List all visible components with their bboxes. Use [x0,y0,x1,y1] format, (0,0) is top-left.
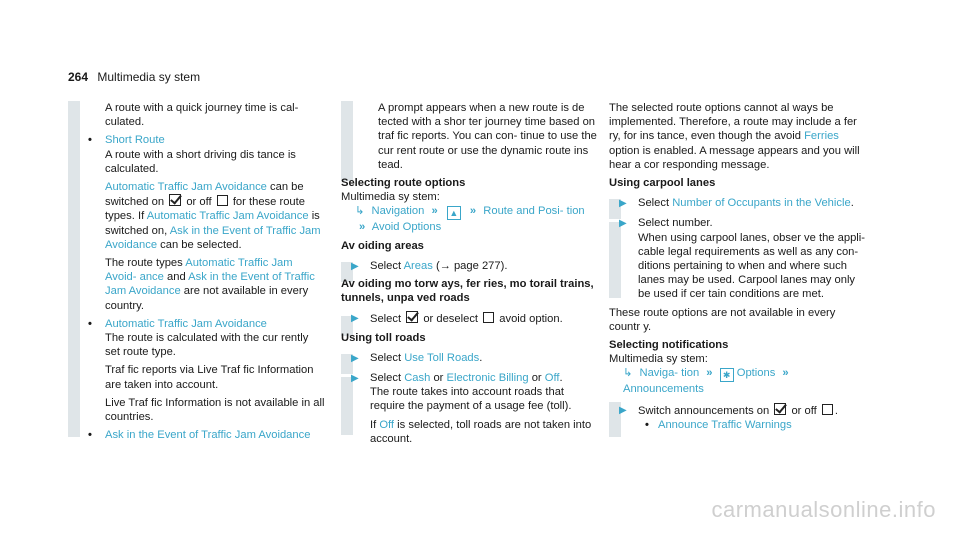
step-triangle-icon: ▶ [619,404,627,416]
nav-corner-arrow-icon: ↳ [623,367,633,380]
text-span: and [167,271,186,284]
option-label: Automatic Traffic Jam Avoidance [105,181,267,194]
bullet-icon: • [645,418,649,431]
text-span: Switch announcements on [638,404,770,417]
checkbox-empty-icon [822,404,833,415]
column-3 [609,101,867,432]
section-heading: Av oiding mo torw ays, fer ries, mo torail trains, tunnels, unpa ved roads [341,278,594,305]
section-heading: Av oiding areas [341,239,424,252]
text-para: A route with a short driving dis tance is calculated. [105,148,296,175]
text-span: The route types [105,257,183,270]
step-triangle-icon: ▶ [351,373,359,385]
double-chevron-icon: » [706,367,713,380]
watermark: carmanualsonline.info [711,496,936,522]
text-span: can be switched on [105,181,304,209]
nav-step: Route and Posi- tion [483,205,585,218]
text-span: for these route types. If [105,196,305,223]
option-label: Off [379,418,395,431]
text-para [341,418,599,446]
text-span: Select [370,351,402,364]
text-span: Select [370,259,402,272]
text-para: The route takes into account roads that require the payment of a usage fee (toll). [370,386,572,413]
double-chevron-icon: » [469,205,477,218]
option-label: Ask in the Event of Traffic Jam Avoidance [105,429,311,442]
nav-step: Navigation [371,205,425,218]
option-label: Short Route [105,134,165,147]
nav-step: Options [736,367,776,380]
list-item [609,418,867,432]
list-item [68,428,326,442]
text-span: . [834,404,838,417]
nav-path [341,204,599,234]
option-label: Areas [403,259,433,272]
list-item [68,317,326,331]
section-heading: Using carpool lanes [609,177,716,190]
option-label: Ask in the Event of Traffic Jam Avoidance [105,224,321,251]
nav-step: Announcements [623,383,704,396]
bullet-icon: • [88,317,92,330]
text-span: can be selected. [160,238,242,251]
step-triangle-icon: ▶ [619,198,627,210]
text-span: Select number. [638,217,713,230]
section-heading: Using toll roads [341,331,426,344]
page-number: 264 [68,70,89,84]
text-para: The route is calculated with the cur rently set route type. [105,332,309,359]
step-triangle-icon: ▶ [351,260,359,272]
option-label: Automatic Traffic Jam Avoidance [146,210,309,223]
page-header [68,70,200,84]
text-span: The selected route options cannot al ways be implemented. Therefore, a route may include a fer ry, for ins tance, even though the avoid [609,102,857,143]
text-para: Live Traf fic Information is not available in all countries. [105,396,325,424]
option-label: Cash [404,372,431,385]
text-span: is selected, toll roads are not taken into account. [370,418,592,445]
text-para [68,180,326,252]
section-heading: Selecting notifications [609,339,729,352]
system-label: Multimedia sy stem: [341,191,440,204]
text-span: or deselect [423,313,479,326]
navigation-icon: ▲ [447,206,461,220]
system-label: Multimedia sy stem: [609,353,708,366]
instruction-step [341,311,599,326]
double-chevron-icon: » [431,205,438,218]
step-triangle-icon: ▶ [351,352,359,364]
checkbox-checked-icon [774,403,786,415]
double-chevron-icon: » [359,221,366,234]
option-label: Electronic Billing [446,372,529,385]
text-span: Select [370,372,402,385]
option-label: Off [544,372,560,385]
text-span: is switched on, [105,210,320,237]
bullet-icon: • [88,134,92,147]
column-2 [341,101,599,450]
nav-step: Naviga- tion [639,367,700,380]
text-span: or [433,372,444,385]
checkbox-checked-icon [406,311,418,323]
text-span: or off [186,196,212,209]
text-span: or off [791,404,817,417]
option-label: Number of Occupants in the Vehicle [672,197,851,210]
instruction-step [341,259,599,273]
text-span: are not available in every country. [105,285,309,312]
text-para: Traf fic reports via Live Traf fic Information are taken into account. [105,364,314,391]
checkbox-empty-icon [217,195,228,206]
page-section-title: Multimedia sy stem [97,70,201,84]
bullet-icon: • [88,429,92,442]
instruction-step [609,403,867,418]
column-1 [68,101,326,442]
option-label: Automatic Traffic Jam Avoid- ance [105,257,293,284]
settings-icon: ✱ [720,368,734,382]
text-span: Select [638,197,670,210]
section-heading: Selecting route options [341,177,466,190]
text-para [609,101,867,172]
instruction-step [609,196,867,210]
text-span: If [370,418,377,431]
text-span: avoid option. [499,313,563,326]
option-label: Announce Traffic Warnings [658,418,792,431]
text-span: (→ page 277). [435,259,508,272]
text-span: option is enabled. A message appears and you will hear a cor responding message. [609,144,860,171]
nav-step: Avoid Options [371,221,442,234]
text-para: When using carpool lanes, obser ve the appli‑ cable legal requirements as well as any con‑ ditions pertaining to when and where such lanes may be used. Carpool lanes may only be used if cer tain conditions are met. [638,231,865,301]
text-span: . [559,372,563,385]
step-triangle-icon: ▶ [619,218,627,230]
nav-path [609,366,867,396]
checkbox-empty-icon [483,312,494,323]
option-label: Ask in the Event of Traffic Jam Avoidance [105,271,315,298]
text-para: A prompt appears when a new route is de tected with a shor ter journey time based on traf fic reports. You can con‑ tinue to use the cur rent route or use the dynamic route ins tead. [378,102,597,171]
nav-corner-arrow-icon: ↳ [355,205,365,218]
text-para: A route with a quick journey time is cal- culated. [105,102,299,129]
instruction-step [341,351,599,365]
step-triangle-icon: ▶ [351,313,359,325]
double-chevron-icon: » [782,367,789,380]
option-label: Use Toll Roads [404,351,480,364]
text-para: These route options are not available in every countr y. [609,306,836,333]
instruction-step [341,371,599,385]
option-label: Ferries [804,130,839,143]
checkbox-checked-icon [169,194,181,206]
text-para [68,256,326,313]
instruction-step [609,216,867,230]
list-item [68,133,326,147]
option-label: Automatic Traffic Jam Avoidance [105,317,267,330]
text-span: . [479,351,483,364]
text-span: . [850,197,854,210]
text-span: Select [370,313,402,326]
text-span: or [531,372,542,385]
